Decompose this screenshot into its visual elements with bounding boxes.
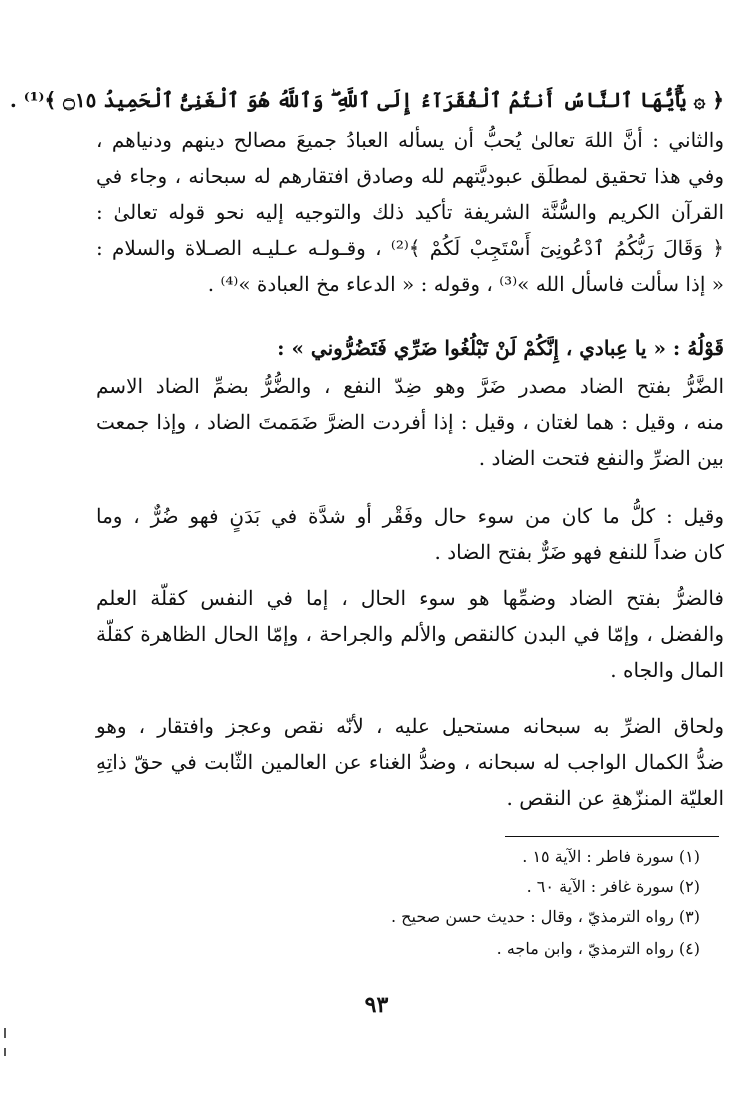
- paragraph-line: القرآن الكريم والسُّنَّة الشريفة تأكيد ذلك والتوجيه إليه نحو قوله تعالىٰ :: [96, 200, 724, 224]
- paragraph-line: وقيل : كلُّ ما كان من سوء حال وفَقْر أو شدَّة في بَدَنٍ فهو ضُرٌّ ، وما: [96, 504, 724, 528]
- footnote-3: (٣) رواه الترمذيّ ، وقال : حديث حسن صحيح .: [391, 907, 700, 926]
- paragraph-line: المال والجاه .: [610, 658, 724, 682]
- paragraph-meaning: [96, 580, 724, 688]
- paragraph-line: ﴿ وَقَالَ رَبُّكُمُ ٱدْعُونِىٓ أَسْتَجِبْ لَكُمْ ﴾⁽²⁾ ، وقـولـه عـليـه الصـلاة والسلام :: [96, 236, 724, 260]
- page-number: ٩٣: [364, 992, 389, 1018]
- quran-verse-line: [9, 82, 724, 118]
- footnote-4: (٤) رواه الترمذيّ ، وابن ماجه .: [496, 939, 700, 958]
- paragraph-line: وفي هذا تحقيق لمطلَق عبوديَّتهم لله وصادق افتقارهم له سبحانه ، وجاء في: [96, 164, 724, 188]
- paragraph-line: ضدُّ الكمال الواجب له سبحانه ، وضدُّ الغناء عن العالمين الثّابت في حقّ ذاتِهِ: [96, 750, 724, 774]
- paragraph-line: العليّة المنزّهةِ عن النقص .: [506, 786, 724, 810]
- paragraph-dharr-definition: [96, 368, 724, 476]
- verse-text: ﴿ ۞ يَٰٓأَيُّهَا ٱلنَّاسُ أَنتُمُ ٱلْفُقَرَآءُ إِلَى ٱللَّهِ ۖ وَٱللَّهُ هُوَ ٱلْغَنِىُّ ٱلْحَمِيدُ ۝١٥ ﴾⁽¹⁾ .: [9, 88, 724, 112]
- paragraph-impossibility: [96, 708, 724, 816]
- paragraph-second-point: [96, 122, 724, 302]
- heading-text: قَوْلُهُ : « يا عِبادي ، إِنَّكُمْ لَنْ تَبْلُغُوا ضَرِّي فَتَضُرُّوني » :: [277, 336, 724, 360]
- footnote-1: (١) سورة فاطر : الآية ١٥ .: [522, 847, 700, 866]
- paragraph-line: « إذا سألت فاسأل الله »⁽³⁾ ، وقوله : « الدعاء مخ العبادة »⁽⁴⁾ .: [207, 272, 724, 296]
- footnote-separator: [505, 836, 719, 837]
- paragraph-other-opinion: [96, 498, 724, 570]
- paragraph-line: والثاني : أنَّ اللهَ تعالىٰ يُحبُّ أن يسأله العبادُ جميعَ مصالح دينهم ودنياهم ،: [96, 128, 724, 152]
- paragraph-line: الضَّرُّ بفتح الضاد مصدر ضَرَّ وهو ضِدّ النفع ، والضُّرُّ بضمِّ الضاد الاسم: [96, 374, 724, 398]
- paragraph-line: فالضرُّ بفتح الضاد وضمِّها هو سوء الحال ، إما في النفس كقلّة العلم: [96, 586, 724, 610]
- scan-edge-mark: [4, 1028, 6, 1038]
- paragraph-line: منه ، وقيل : هما لغتان ، وقيل : إذا أفردت الضرَّ ضَمَمتَ الضاد ، وإذا جمعت: [96, 410, 724, 434]
- paragraph-line: ولحاق الضرِّ به سبحانه مستحيل عليه ، لأنّه نقص وعجز وافتقار ، وهو: [96, 714, 724, 738]
- paragraph-line: بين الضرِّ والنفع فتحت الضاد .: [478, 446, 724, 470]
- scan-edge-mark: [4, 1048, 6, 1056]
- paragraph-line: والفضل ، وإمّا في البدن كالنقص والألم والجراحة ، وإمّا الحال الظاهرة كقلّة: [96, 622, 724, 646]
- hadith-heading: [96, 330, 724, 366]
- footnote-2: (٢) سورة غافر : الآية ٦٠ .: [526, 877, 700, 896]
- paragraph-line: كان ضداً للنفع فهو ضَرٌّ بفتح الضاد .: [434, 540, 724, 564]
